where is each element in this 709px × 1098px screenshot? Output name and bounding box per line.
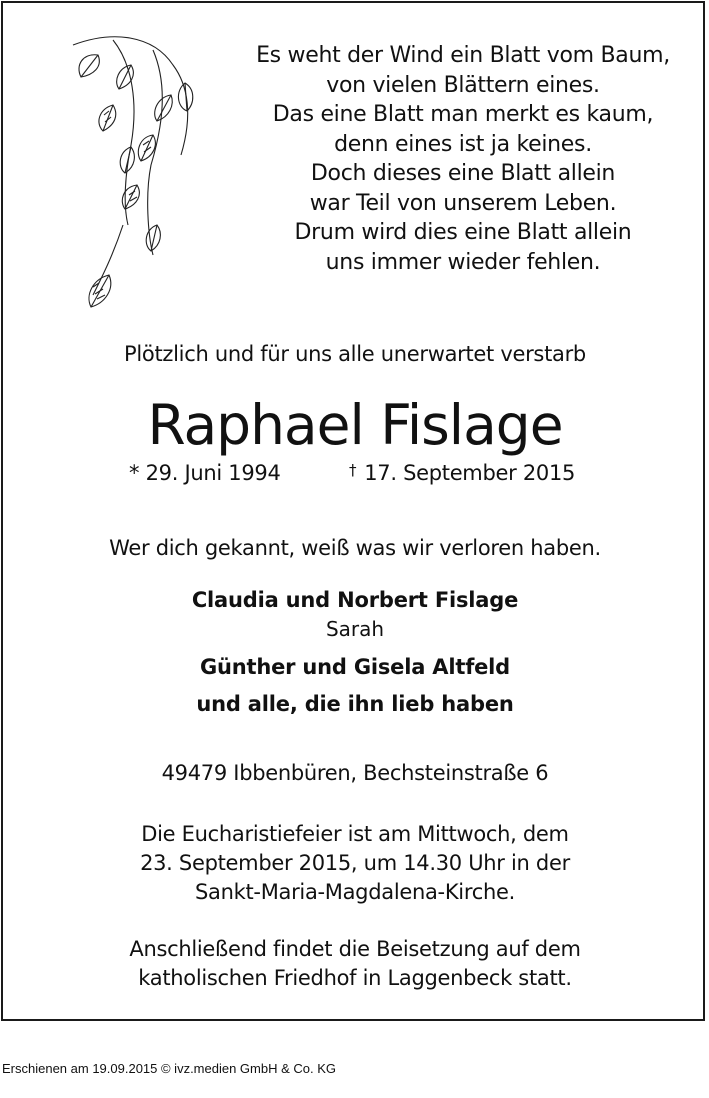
poem-line: Es weht der Wind ein Blatt vom Baum, bbox=[256, 43, 670, 68]
death-date: 17. September 2015 bbox=[364, 461, 576, 485]
poem-line: Das eine Blatt man merkt es kaum, bbox=[272, 102, 654, 127]
burial-info bbox=[3, 935, 707, 993]
service-line: Die Eucharistiefeier ist am Mittwoch, dem bbox=[141, 822, 569, 846]
poem-line: denn eines ist ja keines. bbox=[334, 131, 592, 157]
death-date-group bbox=[349, 461, 575, 485]
publication-footer: Erschienen am 19.09.2015 © ivz.medien GmbH & Co. KG bbox=[2, 1061, 337, 1076]
poem-line: Drum wird dies eine Blatt allein bbox=[294, 220, 632, 245]
mourner-parents: Claudia und Norbert Fislage bbox=[191, 588, 519, 612]
poem-line: war Teil von unserem Leben. bbox=[309, 190, 617, 216]
family-address: 49479 Ibbenbüren, Bechsteinstraße 6 bbox=[161, 761, 549, 785]
service-line: Sankt-Maria-Magdalena-Kirche. bbox=[195, 880, 515, 904]
birth-date: * 29. Juni 1994 bbox=[129, 461, 281, 485]
burial-line: Anschließend findet die Beisetzung auf dem bbox=[129, 937, 581, 961]
memorial-saying: Wer dich gekannt, weiß was wir verloren haben. bbox=[109, 536, 601, 560]
poem-line: Doch dieses eine Blatt allein bbox=[310, 161, 616, 186]
mourner-grandparents: Günther und Gisela Altfeld bbox=[199, 655, 511, 679]
deceased-name: Raphael Fislage bbox=[147, 393, 563, 457]
service-line: 23. September 2015, um 14.30 Uhr in der bbox=[140, 851, 570, 875]
poem-line: uns immer wieder fehlen. bbox=[325, 249, 601, 275]
burial-line: katholischen Friedhof in Laggenbeck statt. bbox=[138, 966, 572, 990]
mourner-others: und alle, die ihn lieb haben bbox=[196, 692, 514, 716]
cross-icon: † bbox=[349, 461, 357, 479]
birch-leaves-icon bbox=[53, 25, 233, 325]
poem bbox=[213, 41, 709, 277]
mourner-sibling: Sarah bbox=[325, 617, 385, 641]
intro-text: Plötzlich und für uns alle unerwartet verstarb bbox=[124, 342, 586, 366]
obituary-notice bbox=[1, 1, 705, 1021]
service-info bbox=[3, 820, 707, 907]
poem-line: von vielen Blättern eines. bbox=[326, 72, 600, 98]
